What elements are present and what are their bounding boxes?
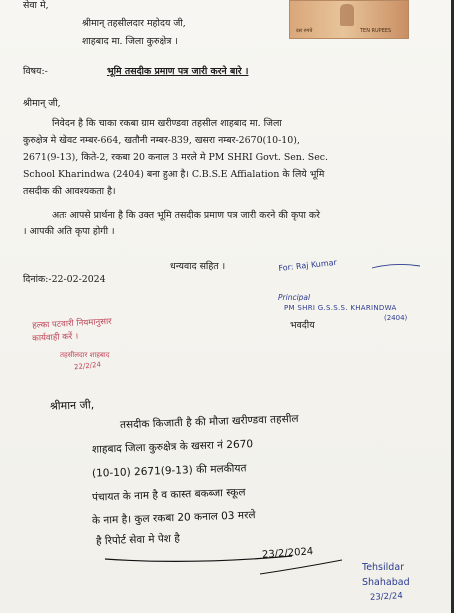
tehsildar-place: Shahabad xyxy=(362,577,410,588)
report-line-4: (10-10) 2671(9-13) की मलकीयत xyxy=(91,462,247,480)
tehsildar-title: Tehsildar xyxy=(362,562,405,573)
addressee: श्रीमान् तहसीलदार महोदय जी, xyxy=(82,18,186,29)
signature-stroke xyxy=(105,556,292,561)
signature-code: (2404) xyxy=(384,314,408,322)
salutation: श्रीमान् जी, xyxy=(23,98,61,109)
body-line-3: 2671(9-13), किते-2, रकबा 20 कनाल 3 मरले मे PM SHRI Govt. Sen. Sec. xyxy=(23,152,328,163)
stamp-right-text: TEN RUPEES xyxy=(360,28,392,34)
subject-text: भूमि तसदीक प्रमाण पत्र जारी करने बारे । xyxy=(107,66,249,77)
body-line-2: कुरुक्षेत्र मे खेवट नम्बर-664, खतौनी नम्बर-839, खसरा नम्बर-2670(10-10), xyxy=(23,135,300,146)
letter-date: दिनांक:-22-02-2024 xyxy=(23,274,106,285)
body-line-4: School Kharindwa (2404) बना हुआ है। C.B.S.E Affialation के लिये भूमि xyxy=(23,169,325,180)
patwari-note-line2: कार्यवाही करें । xyxy=(32,331,79,344)
patwari-sign-label: तहसीलदार शाहबाद xyxy=(60,351,110,359)
report-line-1: श्रीमान जी, xyxy=(49,398,95,413)
sewa-mein: सेवा मे, xyxy=(23,0,49,11)
report-line-6: के नाम है। कुल रकबा 20 कनाल 03 मरले xyxy=(91,509,256,527)
request-line-1: अतः आपसे प्रार्थना है कि उक्त भूमि तसदीक प्रमाण पत्र जारी करने की कृपा करे xyxy=(52,210,320,221)
closing: धन्यवाद सहित । xyxy=(170,261,226,272)
signature-title: Principal xyxy=(278,293,311,302)
report-date: 23/2/2024 xyxy=(261,546,314,561)
stamp-left-text: दस रुपये xyxy=(296,28,313,34)
tehsildar-date: 23/2/24 xyxy=(369,591,404,603)
signature-school: PM SHRI G.S.S.S. KHARINDWA xyxy=(284,304,397,312)
subject-label: विषय:- xyxy=(23,66,48,77)
body-line-1: निवेदन है कि चाका रकबा ग्राम खरीण्डवा तहसील शाहबाद मा. जिला xyxy=(52,118,282,129)
report-line-2: तसदीक किजाती है की मौजा खरीण्डवा तहसील xyxy=(119,412,299,432)
report-line-5: पंचायत के नाम है व कास्त बकब्जा स्कूल xyxy=(91,486,246,504)
body-line-5: तसदीक की आवश्यकता है। xyxy=(23,186,116,197)
report-line-3: शाहबाद जिला कुरुक्षेत्र के खसरा नं 2670 xyxy=(91,438,254,456)
request-line-2: । आपकी अति कृपा होगी । xyxy=(23,226,115,237)
address: शाहबाद मा. जिला कुरुक्षेत्र । xyxy=(82,36,178,47)
patwari-sign-date: 22/2/24 xyxy=(73,360,102,372)
report-line-7: है रिपोर्ट सेवा मे पेश है xyxy=(95,532,181,548)
signature-for: For: Raj Kumar xyxy=(278,257,338,273)
date-stroke xyxy=(260,560,342,574)
patwari-note-line1: हल्का पटवारी नियमानुसार xyxy=(32,316,112,331)
bhavdiya: भवदीय xyxy=(290,320,315,331)
blue-signature-stroke xyxy=(372,264,420,268)
